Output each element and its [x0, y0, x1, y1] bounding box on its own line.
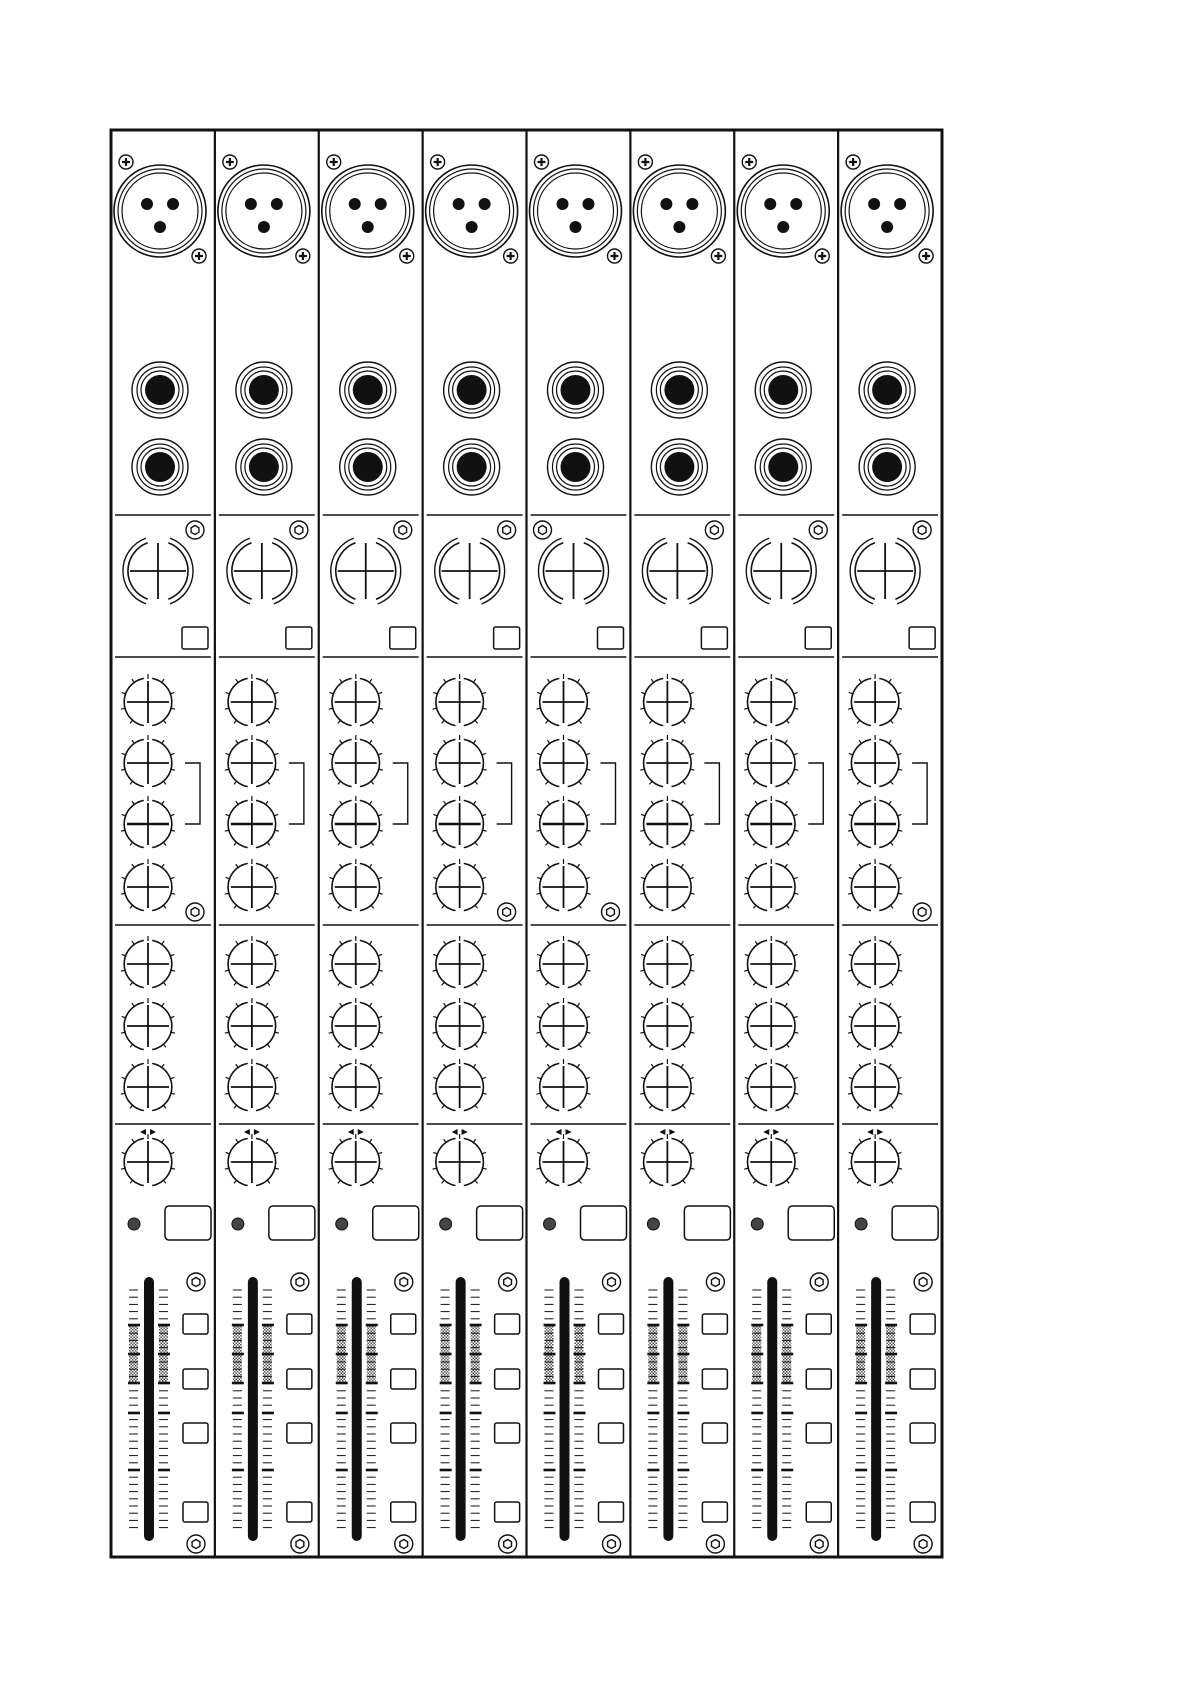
line-input-jack[interactable]	[859, 362, 915, 418]
pan-left-arrow-icon	[244, 1129, 250, 1135]
fader-scale-right	[781, 1290, 793, 1528]
pan-left-arrow-icon	[867, 1129, 873, 1135]
pad-button[interactable]	[701, 627, 727, 649]
xlr-pin-1	[349, 198, 361, 210]
aux-2-knob[interactable]	[537, 998, 591, 1050]
gain-knob[interactable]	[435, 538, 505, 604]
hex-nut-icon	[498, 903, 516, 921]
eq-freq-knob[interactable]	[848, 796, 902, 848]
aux-1-knob[interactable]	[121, 936, 175, 988]
xlr-input-jack[interactable]	[633, 165, 725, 257]
pad-button[interactable]	[598, 627, 624, 649]
aux-2-knob[interactable]	[640, 998, 694, 1050]
solo-button[interactable]	[702, 1502, 727, 1522]
hex-nut-icon	[810, 1273, 828, 1291]
mute-button[interactable]	[892, 1206, 938, 1240]
line-input-jack[interactable]	[340, 362, 396, 418]
screw-icon	[327, 155, 341, 169]
assign-button-1[interactable]	[183, 1314, 208, 1334]
screw-icon	[400, 249, 414, 263]
pad-button[interactable]	[286, 627, 312, 649]
screw-icon	[919, 249, 933, 263]
xlr-pin-2	[790, 198, 802, 210]
assign-button-1[interactable]	[910, 1314, 935, 1334]
hex-nut-icon	[291, 1273, 309, 1291]
fader-scale-left	[647, 1290, 659, 1528]
assign-button-1[interactable]	[495, 1314, 520, 1334]
pan-right-arrow-icon	[669, 1129, 675, 1135]
aux-2-knob[interactable]	[329, 998, 383, 1050]
hex-nut-icon	[809, 521, 827, 539]
eq-hi-knob[interactable]	[744, 674, 798, 726]
aux-3-knob[interactable]	[225, 1059, 279, 1111]
xlr-pin-1	[141, 198, 153, 210]
pan-right-arrow-icon	[150, 1129, 156, 1135]
eq-lo-knob[interactable]	[121, 859, 175, 911]
fader-scale-right	[158, 1290, 170, 1528]
channel-strip	[423, 130, 523, 1557]
xlr-pin-1	[245, 198, 257, 210]
eq-lo-knob[interactable]	[640, 859, 694, 911]
pan-knob[interactable]	[329, 1129, 383, 1186]
fader-scale-right	[366, 1290, 378, 1528]
mute-button[interactable]	[477, 1206, 523, 1240]
assign-button-2[interactable]	[910, 1369, 935, 1389]
assign-button-3[interactable]	[702, 1423, 727, 1443]
eq-mid-knob[interactable]	[225, 735, 279, 787]
eq-mid-bracket	[393, 763, 408, 824]
channel-strip	[838, 130, 938, 1557]
peak-led	[336, 1218, 348, 1230]
xlr-pin-3	[570, 221, 582, 233]
pan-knob[interactable]	[225, 1129, 279, 1186]
eq-freq-knob[interactable]	[121, 796, 175, 848]
fader-scale-right	[885, 1290, 897, 1528]
hex-nut-icon	[603, 1273, 621, 1291]
assign-button-2[interactable]	[391, 1369, 416, 1389]
fader-scale-right	[470, 1290, 482, 1528]
screw-icon	[742, 155, 756, 169]
xlr-pin-1	[764, 198, 776, 210]
xlr-input-jack[interactable]	[530, 165, 622, 257]
eq-hi-knob[interactable]	[225, 674, 279, 726]
peak-led	[751, 1218, 763, 1230]
gain-knob[interactable]	[538, 538, 608, 604]
fader-scale-right	[574, 1290, 586, 1528]
hex-nut-icon	[187, 1273, 205, 1291]
pan-knob[interactable]	[848, 1129, 902, 1186]
xlr-input-jack[interactable]	[426, 165, 518, 257]
mute-button[interactable]	[788, 1206, 834, 1240]
mute-button[interactable]	[373, 1206, 419, 1240]
hex-nut-icon	[913, 521, 931, 539]
xlr-pin-3	[673, 221, 685, 233]
hex-nut-icon	[395, 1273, 413, 1291]
xlr-pin-1	[660, 198, 672, 210]
eq-mid-knob[interactable]	[848, 735, 902, 787]
aux-1-knob[interactable]	[537, 936, 591, 988]
hex-nut-icon	[395, 1535, 413, 1553]
pad-button[interactable]	[909, 627, 935, 649]
peak-led	[544, 1218, 556, 1230]
aux-3-knob[interactable]	[640, 1059, 694, 1111]
solo-button[interactable]	[910, 1502, 935, 1522]
screw-icon	[815, 249, 829, 263]
xlr-pin-2	[167, 198, 179, 210]
channel-strip	[319, 130, 419, 1557]
xlr-input-jack[interactable]	[114, 165, 206, 257]
assign-button-1[interactable]	[806, 1314, 831, 1334]
eq-mid-bracket	[704, 763, 719, 824]
line-input-jack[interactable]	[444, 439, 500, 495]
eq-hi-knob[interactable]	[640, 674, 694, 726]
assign-button-2[interactable]	[287, 1369, 312, 1389]
screw-icon	[504, 249, 518, 263]
channel-strips	[114, 130, 938, 1557]
eq-mid-knob[interactable]	[329, 735, 383, 787]
pad-button[interactable]	[182, 627, 208, 649]
xlr-input-jack[interactable]	[322, 165, 414, 257]
fader-scale-right	[262, 1290, 274, 1528]
aux-1-knob[interactable]	[225, 936, 279, 988]
eq-freq-knob[interactable]	[225, 796, 279, 848]
assign-button-1[interactable]	[287, 1314, 312, 1334]
hex-nut-icon	[706, 1535, 724, 1553]
aux-1-knob[interactable]	[744, 936, 798, 988]
fader-scale-right	[677, 1290, 689, 1528]
hex-nut-icon	[291, 1535, 309, 1553]
peak-led	[440, 1218, 452, 1230]
gain-knob[interactable]	[227, 538, 297, 604]
line-input-jack[interactable]	[548, 439, 604, 495]
aux-2-knob[interactable]	[121, 998, 175, 1050]
channel-strip	[215, 130, 315, 1557]
hex-nut-icon	[534, 521, 552, 539]
xlr-pin-3	[881, 221, 893, 233]
hex-nut-icon	[706, 1273, 724, 1291]
pan-left-arrow-icon	[763, 1129, 769, 1135]
xlr-pin-2	[271, 198, 283, 210]
pan-knob[interactable]	[537, 1129, 591, 1186]
pan-knob[interactable]	[640, 1129, 694, 1186]
eq-mid-bracket	[808, 763, 823, 824]
pan-knob[interactable]	[744, 1129, 798, 1186]
hex-nut-icon	[186, 521, 204, 539]
eq-freq-knob[interactable]	[433, 796, 487, 848]
mute-button[interactable]	[581, 1206, 627, 1240]
xlr-pin-1	[453, 198, 465, 210]
hex-nut-icon	[913, 903, 931, 921]
gain-knob[interactable]	[746, 538, 816, 604]
hex-nut-icon	[914, 1273, 932, 1291]
solo-button[interactable]	[391, 1502, 416, 1522]
solo-button[interactable]	[183, 1502, 208, 1522]
hex-nut-icon	[914, 1535, 932, 1553]
solo-button[interactable]	[495, 1502, 520, 1522]
eq-mid-bracket	[601, 763, 616, 824]
line-input-jack[interactable]	[236, 439, 292, 495]
pad-button[interactable]	[494, 627, 520, 649]
line-input-jack[interactable]	[651, 362, 707, 418]
xlr-input-jack[interactable]	[841, 165, 933, 257]
line-input-jack[interactable]	[132, 362, 188, 418]
channel-strip	[734, 130, 834, 1557]
eq-mid-bracket	[497, 763, 512, 824]
xlr-pin-3	[777, 221, 789, 233]
eq-lo-knob[interactable]	[848, 859, 902, 911]
line-input-jack[interactable]	[755, 362, 811, 418]
gain-knob[interactable]	[123, 538, 193, 604]
pan-right-arrow-icon	[773, 1129, 779, 1135]
pad-button[interactable]	[805, 627, 831, 649]
pan-right-arrow-icon	[254, 1129, 260, 1135]
aux-1-knob[interactable]	[848, 936, 902, 988]
xlr-pin-2	[375, 198, 387, 210]
xlr-pin-3	[466, 221, 478, 233]
hex-nut-icon	[810, 1535, 828, 1553]
hex-nut-icon	[499, 1535, 517, 1553]
solo-button[interactable]	[599, 1502, 624, 1522]
line-input-jack[interactable]	[755, 439, 811, 495]
eq-mid-knob[interactable]	[433, 735, 487, 787]
line-input-jack[interactable]	[132, 439, 188, 495]
hex-nut-icon	[498, 521, 516, 539]
pan-left-arrow-icon	[348, 1129, 354, 1135]
assign-button-3[interactable]	[806, 1423, 831, 1443]
mute-button[interactable]	[269, 1206, 315, 1240]
pan-right-arrow-icon	[566, 1129, 572, 1135]
assign-button-3[interactable]	[495, 1423, 520, 1443]
aux-1-knob[interactable]	[640, 936, 694, 988]
channel-strip	[630, 130, 730, 1557]
hex-nut-icon	[186, 903, 204, 921]
screw-icon	[638, 155, 652, 169]
pan-knob[interactable]	[121, 1129, 175, 1186]
line-input-jack[interactable]	[444, 362, 500, 418]
solo-button[interactable]	[806, 1502, 831, 1522]
assign-button-2[interactable]	[495, 1369, 520, 1389]
hex-nut-icon	[603, 1535, 621, 1553]
eq-hi-knob[interactable]	[848, 674, 902, 726]
fader-scale-left	[128, 1290, 140, 1528]
eq-mid-bracket	[289, 763, 304, 824]
eq-lo-knob[interactable]	[744, 859, 798, 911]
screw-icon	[119, 155, 133, 169]
assign-button-2[interactable]	[183, 1369, 208, 1389]
assign-button-2[interactable]	[702, 1369, 727, 1389]
assign-button-3[interactable]	[287, 1423, 312, 1443]
aux-3-knob[interactable]	[433, 1059, 487, 1111]
solo-button[interactable]	[287, 1502, 312, 1522]
xlr-pin-2	[686, 198, 698, 210]
screw-icon	[846, 155, 860, 169]
xlr-pin-3	[258, 221, 270, 233]
eq-freq-knob[interactable]	[329, 796, 383, 848]
aux-2-knob[interactable]	[848, 998, 902, 1050]
aux-3-knob[interactable]	[121, 1059, 175, 1111]
assign-button-2[interactable]	[599, 1369, 624, 1389]
screw-icon	[296, 249, 310, 263]
eq-mid-knob[interactable]	[640, 735, 694, 787]
hex-nut-icon	[602, 903, 620, 921]
hex-nut-icon	[290, 521, 308, 539]
eq-hi-knob[interactable]	[433, 674, 487, 726]
eq-hi-knob[interactable]	[329, 674, 383, 726]
line-input-jack[interactable]	[236, 362, 292, 418]
pan-knob[interactable]	[433, 1129, 487, 1186]
channel-strip	[527, 130, 627, 1557]
line-input-jack[interactable]	[340, 439, 396, 495]
gain-knob[interactable]	[331, 538, 401, 604]
fader-scale-left	[232, 1290, 244, 1528]
assign-button-3[interactable]	[391, 1423, 416, 1443]
assign-button-3[interactable]	[599, 1423, 624, 1443]
hex-nut-icon	[187, 1535, 205, 1553]
gain-knob[interactable]	[850, 538, 920, 604]
assign-button-1[interactable]	[391, 1314, 416, 1334]
assign-button-1[interactable]	[702, 1314, 727, 1334]
peak-led	[232, 1218, 244, 1230]
assign-button-3[interactable]	[183, 1423, 208, 1443]
xlr-pin-1	[868, 198, 880, 210]
pan-left-arrow-icon	[659, 1129, 665, 1135]
aux-3-knob[interactable]	[329, 1059, 383, 1111]
aux-2-knob[interactable]	[433, 998, 487, 1050]
aux-3-knob[interactable]	[537, 1059, 591, 1111]
assign-button-2[interactable]	[806, 1369, 831, 1389]
screw-icon	[711, 249, 725, 263]
eq-hi-knob[interactable]	[121, 674, 175, 726]
screw-icon	[535, 155, 549, 169]
eq-mid-bracket	[185, 763, 200, 824]
pan-left-arrow-icon	[556, 1129, 562, 1135]
hex-nut-icon	[705, 521, 723, 539]
screw-icon	[223, 155, 237, 169]
xlr-pin-2	[894, 198, 906, 210]
peak-led	[855, 1218, 867, 1230]
aux-3-knob[interactable]	[848, 1059, 902, 1111]
pan-right-arrow-icon	[877, 1129, 883, 1135]
xlr-input-jack[interactable]	[218, 165, 310, 257]
hex-nut-icon	[499, 1273, 517, 1291]
pan-right-arrow-icon	[358, 1129, 364, 1135]
assign-button-1[interactable]	[599, 1314, 624, 1334]
screw-icon	[431, 155, 445, 169]
aux-1-knob[interactable]	[329, 936, 383, 988]
mute-button[interactable]	[684, 1206, 730, 1240]
pan-left-arrow-icon	[140, 1129, 146, 1135]
pad-button[interactable]	[390, 627, 416, 649]
pan-left-arrow-icon	[452, 1129, 458, 1135]
aux-3-knob[interactable]	[744, 1059, 798, 1111]
eq-lo-knob[interactable]	[433, 859, 487, 911]
aux-1-knob[interactable]	[433, 936, 487, 988]
peak-led	[647, 1218, 659, 1230]
fader-scale-left	[336, 1290, 348, 1528]
xlr-input-jack[interactable]	[737, 165, 829, 257]
peak-led	[128, 1218, 140, 1230]
fader-scale-left	[855, 1290, 867, 1528]
eq-freq-knob[interactable]	[537, 796, 591, 848]
eq-mid-knob[interactable]	[744, 735, 798, 787]
line-input-jack[interactable]	[651, 439, 707, 495]
hex-nut-icon	[394, 521, 412, 539]
gain-knob[interactable]	[642, 538, 712, 604]
xlr-pin-2	[583, 198, 595, 210]
eq-hi-knob[interactable]	[537, 674, 591, 726]
screw-icon	[192, 249, 206, 263]
xlr-pin-1	[557, 198, 569, 210]
eq-lo-knob[interactable]	[537, 859, 591, 911]
xlr-pin-2	[479, 198, 491, 210]
aux-2-knob[interactable]	[744, 998, 798, 1050]
eq-freq-knob[interactable]	[744, 796, 798, 848]
screw-icon	[608, 249, 622, 263]
assign-button-3[interactable]	[910, 1423, 935, 1443]
line-input-jack[interactable]	[859, 439, 915, 495]
eq-lo-knob[interactable]	[225, 859, 279, 911]
aux-2-knob[interactable]	[225, 998, 279, 1050]
fader-scale-left	[440, 1290, 452, 1528]
eq-mid-bracket	[912, 763, 927, 824]
fader-scale-left	[544, 1290, 556, 1528]
eq-freq-knob[interactable]	[640, 796, 694, 848]
xlr-pin-3	[154, 221, 166, 233]
eq-mid-knob[interactable]	[537, 735, 591, 787]
xlr-pin-3	[362, 221, 374, 233]
fader-scale-left	[751, 1290, 763, 1528]
eq-lo-knob[interactable]	[329, 859, 383, 911]
eq-mid-knob[interactable]	[121, 735, 175, 787]
channel-strip	[114, 155, 211, 1553]
mute-button[interactable]	[165, 1206, 211, 1240]
line-input-jack[interactable]	[548, 362, 604, 418]
pan-right-arrow-icon	[462, 1129, 468, 1135]
